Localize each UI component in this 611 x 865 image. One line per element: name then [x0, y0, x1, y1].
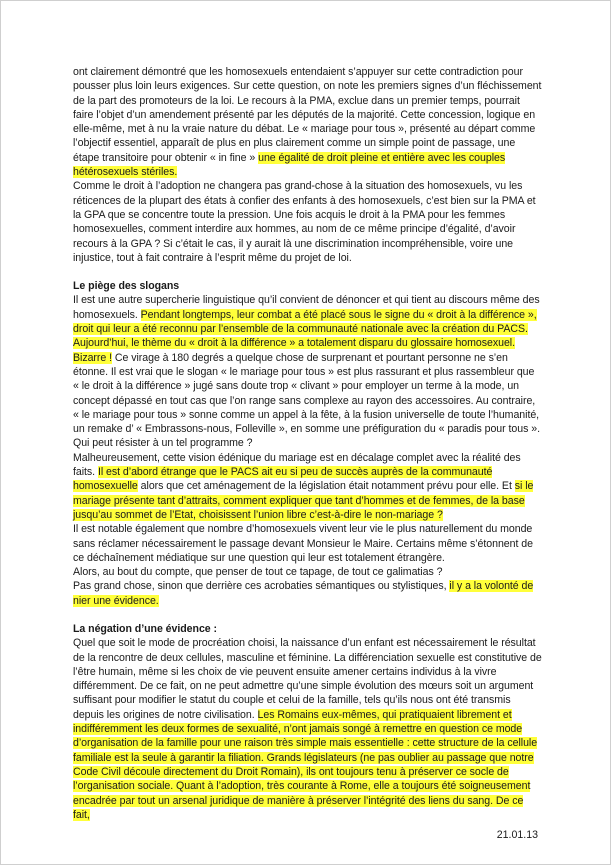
paragraph-gap [73, 608, 543, 622]
highlighted-text: Pendant longtemps, leur combat a été placé sous le signe du « droit à la différence », droit qui leur a été reconnu par l’ensemble de la communauté nationale avec la création du PACS. Aujourd’hui, le thème du « droit à la différence » a totalement disparu du glossaire homosexuel. Bizarre ! [73, 308, 537, 364]
text-segment: Pas grand chose, sinon que derrière ces acrobaties sémantiques ou stylistiques, [73, 580, 450, 593]
document-date: 21.01.13 [496, 829, 538, 841]
text-segment: Comme le droit à l’adoption ne changera pas grand-chose à la situation des homosexuels, vu les réticences de la plupart des états à confier des enfants à des homosexuels, c’est bien sur la PMA et la GPA que se concentre toute la pression. Une fois acquis le droit à la PMA pour les femmes homosexuelles, comment interdire aux hommes, au nom de ce même principe d’égalité, d’avoir recours à la GPA ? Si c’était le cas, il y aurait là une discrimination incompréhensible, voire une injustice, tout à fait contraire à l’esprit même du projet de loi. [73, 180, 536, 264]
text-segment: Quel que soit le mode de procréation choisi, la naissance d’un enfant est nécessairement le résultat de la rencontre de deux cellules, masculine et féminine. La différenciation sexuelle est constitutive de l’être humain, même si les choix de vie peuvent ensuite amener certains individus à la vivre différemment. De ce fait, on ne peut admettre qu’une simple évolution des mœurs soit un argument suffisant pour modifier le statut du couple et celui de la famille, tels qu’ils nous ont été transmis depuis les origines de notre civilisation. [73, 637, 542, 721]
section-heading: La négation d’une évidence : [73, 622, 217, 635]
paragraph [73, 522, 543, 565]
section-heading: Le piège des slogans [73, 280, 180, 293]
text-segment: Malheureusement, cette vision édénique du mariage est en décalage complet avec la réalité des faits. [73, 451, 521, 479]
paragraph [73, 451, 543, 522]
paragraph [73, 636, 543, 822]
highlighted-text: il y a la volonté de nier une évidence. [73, 580, 534, 607]
text-segment: Il est notable également que nombre d’homosexuels vivent leur vie le plus naturellement du monde sans réclamer nécessairement le passage devant Monsieur le Maire. Certains même s’étonnent de ce déchaînement médiatique sur une question qui leur est totalement étrangère. [73, 523, 533, 564]
paragraph-gap [73, 265, 543, 279]
highlighted-text: Les Romains eux-mêmes, qui pratiquaient librement et indifféremment les deux formes de sexualité, n’ont jamais songé à remettre en question ce mode d’organisation de la famille pour une raison très simple mais essentielle : cette structure de la cellule familiale est la seule à garantir la filiation. Grands législateurs (ne pas oublier au passage que notre Code Civil découle directement du Droit Romain), ils ont toujours tenu à préserver ce socle de l’organisation sociale. Quant à l’adoption, très courante à Rome, elle a toujours été soigneusement encadrée par tout un arsenal juridique de manière à préserver l’intégrité des liens du sang. De ce fait, [73, 708, 538, 821]
highlighted-text: une égalité de droit pleine et entière avec les couples hétérosexuels stériles. [73, 151, 506, 179]
paragraph [73, 293, 543, 450]
paragraph [73, 579, 543, 608]
paragraph [73, 565, 543, 579]
text-segment: ont clairement démontré que les homosexuels entendaient s’appuyer sur cette contradiction pour pousser plus loin leurs exigences. Sur cette question, on note les premiers signes d’un fléchissement de la part des promoteurs de la loi. Le recours à la PMA, exclue dans un premier temps, pourrait faire l’objet d’un amendement présenté par les députés de la majorité. Cette concession, logique en elle-même, met à nu la vraie nature du débat. Le « mariage pour tous », présenté au départ comme l’objectif essentiel, apparaît de plus en plus clairement comme un simple point de passage, une étape transitoire pour obtenir « in fine » [73, 66, 542, 164]
document-body [73, 65, 543, 822]
paragraph [73, 65, 543, 179]
highlighted-text: si le mariage présente tant d’attraits, comment expliquer que tant d’hommes et de femmes, de la base jusqu’au sommet de l’Etat, choisissent l’union libre c’est-à-dire le non-mariage ? [73, 480, 534, 521]
text-segment: Alors, au bout du compte, que penser de tout ce tapage, de tout ce galimatias ? [73, 566, 443, 579]
text-segment: alors que cet aménagement de la législation était notamment prévu pour elle. Et [137, 480, 515, 493]
highlighted-text: Il est d’abord étrange que le PACS ait eu si peu de succès auprès de la communauté homosexuelle [73, 466, 493, 493]
text-segment: Il est une autre supercherie linguistique qu’il convient de dénoncer et qui tient au discours même des homosexuels. [73, 294, 540, 321]
text-segment: Ce virage à 180 degrés a quelque chose de surprenant et pourtant personne ne s’en étonne. Il est vrai que le slogan « le mariage pour tous » est plus rassurant et plus rassembleur que « le droit à la différence » jugé sans doute trop « clivant » pour employer un terme à la mode, un concept dépassé en tout cas que l’on range sans complexe au rayon des accessoires. Au contraire, « le mariage pour tous » sonne comme un appel à la fête, à la fusion universelle de toute l’humanité, un remake d’ « Embrassons-nous, Folleville », en somme une préfiguration du « paradis pour tous ». Qui peut résister à un tel programme ? [73, 351, 540, 450]
paragraph [73, 179, 543, 265]
